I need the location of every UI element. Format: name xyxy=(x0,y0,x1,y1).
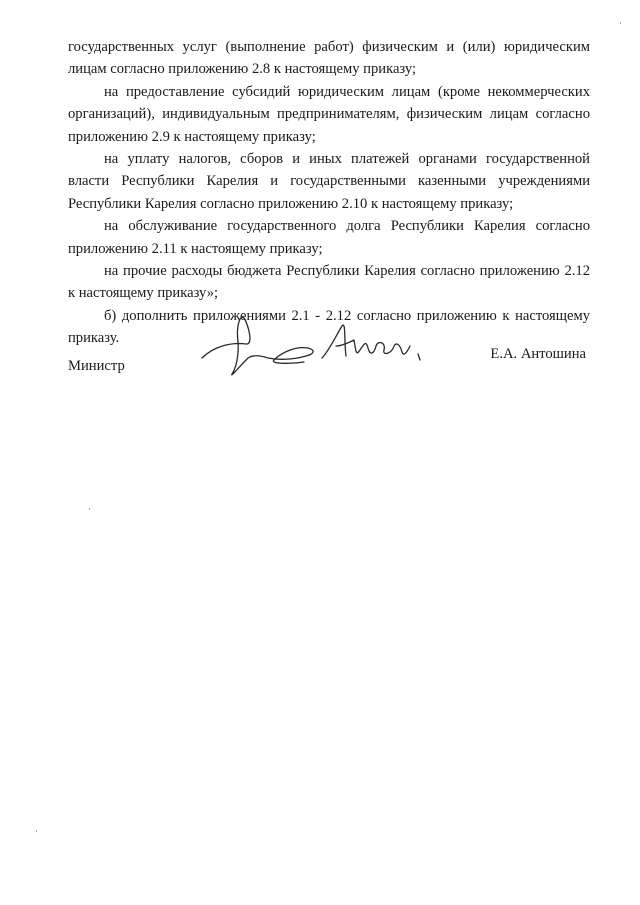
scan-speck xyxy=(36,830,37,832)
signatory-title: Министр xyxy=(68,358,125,374)
paragraph-debt-service: на обслуживание государственного долга Республики Карелия согласно приложению 2.11 к настоящему приказу; xyxy=(68,218,590,257)
signature-block xyxy=(68,346,590,376)
paragraph-taxes: на уплату налогов, сборов и иных платежей органами государственной власти Республики Карелия и государственными казенными учреждениями Республики Карелия согласно приложению 2.10 к настоящему приказу; xyxy=(68,151,590,212)
paragraph-subsidies: на предоставление субсидий юридическим лицам (кроме некоммерческих организаций), индивидуальным предпринимателям, физическим лицам согласно приложению 2.9 к настоящему приказу; xyxy=(68,83,590,145)
scan-speck xyxy=(89,508,90,510)
paragraph-continuation: государственных услуг (выполнение работ) физическим и (или) юридическим лицам согласно приложению 2.8 к настоящему приказу; xyxy=(68,39,590,78)
document-body xyxy=(68,36,590,350)
scan-speck xyxy=(620,22,621,24)
paragraph-appendix: б) дополнить приложениями 2.1 - 2.12 согласно приложению к настоящему приказу. xyxy=(68,307,590,347)
paragraph-other-expenses: на прочие расходы бюджета Республики Карелия согласно приложению 2.12 к настоящему приказу»; xyxy=(68,263,590,302)
signatory-name: Е.А. Антошина xyxy=(490,346,586,362)
